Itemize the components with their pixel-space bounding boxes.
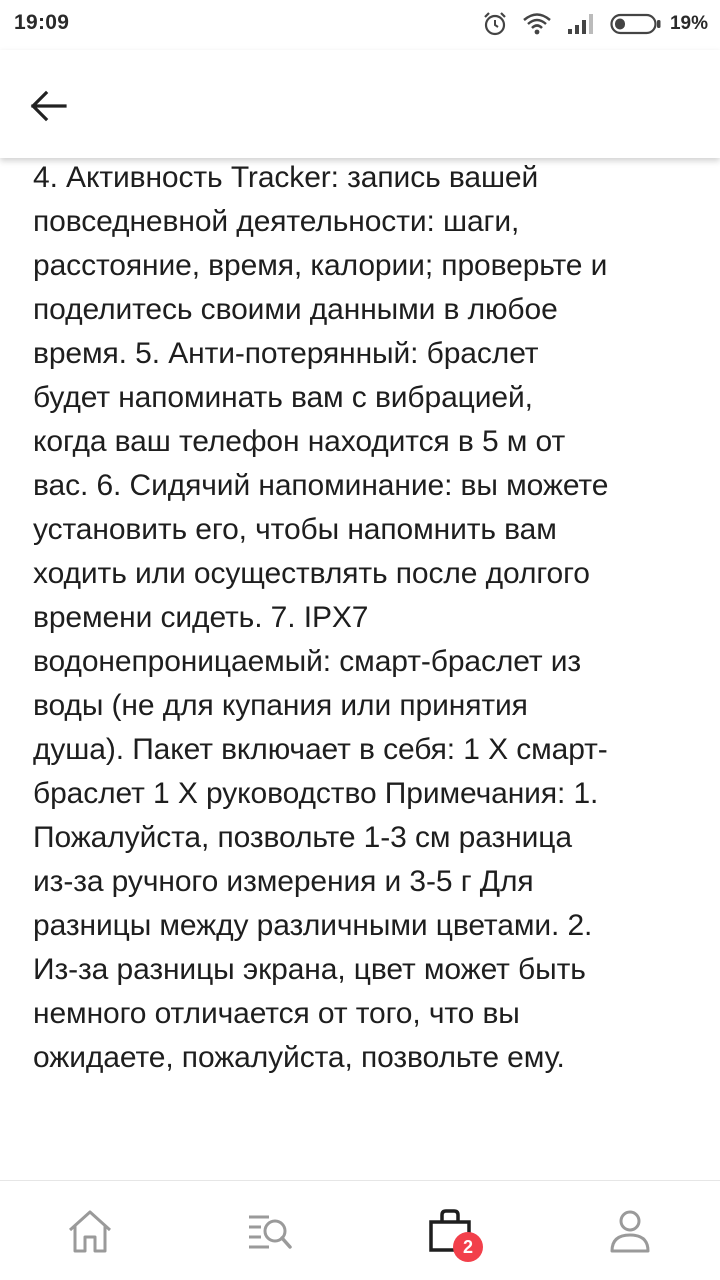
profile-icon [609,1209,651,1253]
product-description [33,112,701,1080]
cart-count-badge: 2 [453,1232,483,1262]
app-header [0,50,720,158]
nav-cart[interactable] [360,1181,540,1280]
description-line: вас. 6. Сидячий напоминание: вы можете [33,469,609,502]
description-line: Из-за разницы экрана, цвет может быть [33,953,586,986]
nav-profile[interactable] [540,1181,720,1280]
battery-icon [610,12,662,36]
description-line: время. 5. Анти-потерянный: браслет [33,337,539,370]
description-line: расстояние, время, калории; проверьте и [33,249,608,282]
description-line: водонепроницаемый: смарт-браслет из [33,645,582,678]
nav-catalog[interactable] [180,1181,360,1280]
description-line: браслет 1 X руководство Примечания: 1. [33,777,599,810]
status-time: 19:09 [14,11,70,34]
description-line: разницы между различными цветами. 2. [33,909,593,942]
product-description-scroll[interactable] [0,112,720,1167]
battery-percent: 19% [669,13,708,34]
description-line: будет напоминать вам с вибрацией, [33,381,533,414]
signal-icon [566,12,596,36]
description-line: поделитесь своими данными в любое [33,293,558,326]
status-icons [482,9,708,39]
bottom-navigation [0,1180,720,1280]
description-line: немного отличается от того, что вы [33,997,520,1030]
nav-home[interactable] [0,1181,180,1280]
alarm-icon [482,11,508,37]
arrow-left-icon [29,90,67,122]
description-line: когда ваш телефон находится в 5 м от [33,425,566,458]
wifi-icon [522,12,552,36]
cart-icon-wrap [427,1208,473,1257]
description-line: установить его, чтобы напомнить вам [33,513,557,546]
description-line: времени сидеть. 7. IPX7 [33,601,369,634]
catalog-search-icon [247,1211,293,1251]
description-line: Пожалуйста, позвольте 1-3 см разница [33,821,572,854]
back-button[interactable] [20,78,76,134]
description-line: из-за ручного измерения и 3-5 г Для [33,865,534,898]
description-line: воды (не для купания или принятия [33,689,528,722]
description-line: душа). Пакет включает в себя: 1 X смарт- [33,733,608,766]
status-bar [0,0,720,50]
description-line: ходить или осуществлять после долгого [33,557,590,590]
description-line: 4. Активность Tracker: запись вашей [33,161,539,194]
home-icon [67,1209,113,1253]
description-line: ожидаете, пожалуйста, позвольте ему. [33,1041,565,1074]
description-line: повседневной деятельности: шаги, [33,205,520,238]
